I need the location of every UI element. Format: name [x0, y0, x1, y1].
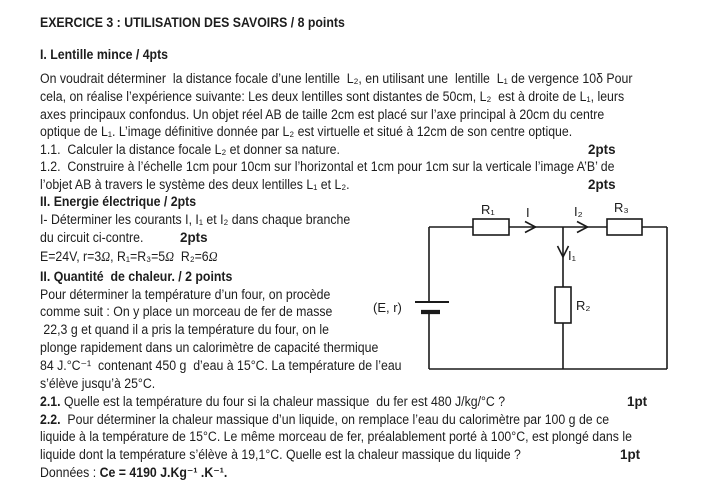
para-circuit-line-2 [40, 230, 208, 245]
text-segment: Ω [101, 249, 111, 264]
para-heat-line-6 [40, 376, 165, 391]
text-segment: axes principaux confondus. Un objet réel AB de taille 2cm est placé sur l’axe principal à 20cm du centre [40, 106, 605, 122]
text-segment: I. Lentille mince / 4pts [40, 47, 169, 62]
points-marker: 2pts [588, 141, 616, 157]
question-1-2-line-2 [40, 176, 616, 192]
text-segment: Pour déterminer la température d’un four, on procède [40, 286, 331, 302]
current-i1-label: I₁ [568, 248, 576, 263]
para-lens-line-4 [40, 124, 618, 139]
text-segment: 22,3 g et quand il a pris la température du four, on le [40, 321, 330, 337]
text-segment: Quelle est la température du four si la chaleur massique du fer est 480 J/kg/°C ? [60, 394, 506, 409]
data-given [40, 465, 244, 480]
text-segment: du circuit ci-contre. [40, 230, 144, 245]
resistor-r1 [473, 219, 509, 235]
text-segment: optique de L₁. L’image définitive donnée par L₂ est virtuelle et situé à 12cm de son centre optique. [40, 124, 573, 139]
text-segment: liquide dont la température s’élève à 19,1°C. Quelle est la chaleur massique du liquide ? [40, 446, 521, 462]
text-segment: 1.1. Calculer la distance focale L₂ et donner sa nature. [40, 141, 340, 157]
section-1-heading [40, 47, 179, 62]
para-lens-line-1 [40, 71, 684, 86]
text-segment: 2.2. [40, 411, 61, 427]
question-1-1 [40, 141, 616, 157]
text-segment: 1.2. Construire à l’échelle 1cm pour 10cm sur l’horizontal et 1cm pour 1cm sur la verticale l’image A’B’ de [40, 159, 615, 174]
question-2-2-line-3 [40, 446, 641, 462]
resistor-r3 [607, 219, 642, 235]
text-segment: I- Déterminer les courants I, I₁ et I₂ dans chaque branche [40, 212, 351, 227]
resistor-r2 [555, 287, 571, 323]
text-segment: Données : [40, 464, 100, 480]
circuit-values [40, 249, 233, 264]
circuit-diagram [370, 195, 680, 390]
text-segment: E=24V, r=3 [40, 249, 102, 264]
points-marker: 1pt [620, 446, 641, 462]
text-segment: 84 J.°C⁻¹ contenant 450 g d’eau à 15°C. La température de l’eau [40, 357, 402, 373]
text-segment: plonge rapidement dans un calorimètre de capacité thermique [40, 340, 379, 355]
text-segment: comme suit : On y place un morceau de fer de masse [40, 304, 333, 319]
question-2-2-line-2 [40, 429, 683, 444]
para-heat-line-3 [40, 322, 354, 337]
exercise-title [40, 15, 371, 30]
points-marker: 2pts [180, 230, 208, 245]
text-segment: R₂=6 [174, 249, 209, 264]
para-heat-line-4 [40, 340, 408, 355]
text-segment: , R₁=R₃=5 [110, 249, 166, 264]
points-marker: 2pts [588, 176, 616, 192]
text-segment: Pour déterminer la chaleur massique d’un liquide, on remplace l’eau du calorimètre par 100 g de ce [60, 411, 610, 427]
resistor-r1-label: R₁ [481, 202, 495, 217]
text-segment: Ce = 4190 J.Kg⁻¹ .K⁻¹. [99, 464, 228, 480]
current-i2-label: I₂ [574, 204, 583, 219]
resistor-r2-label: R₂ [576, 298, 591, 313]
points-marker: 1pt [627, 394, 648, 409]
para-circuit-line-1 [40, 212, 377, 227]
text-segment: 2.1. [40, 394, 61, 409]
battery-label: (E, r) [373, 300, 402, 315]
para-lens-line-2 [40, 89, 675, 104]
question-2-2-line-1 [40, 412, 659, 427]
section-3-heading [40, 269, 249, 284]
text-segment: EXERCICE 3 : UTILISATION DES SAVOIRS / 8 points [40, 15, 345, 30]
question-2-1 [40, 394, 648, 409]
section-2-heading [40, 194, 210, 209]
question-1-2-line-1 [40, 159, 664, 174]
text-segment: II. Quantité de chaleur. / 2 points [40, 268, 233, 284]
para-heat-line-1 [40, 287, 356, 302]
text-segment: Ω [165, 249, 175, 264]
text-segment: l’objet AB à travers le système des deux lentilles L₁ et L₂. [40, 176, 350, 192]
text-segment: On voudrait déterminer la distance focale d’une lentille L₂, en utilisant une lentille L₁ de vergence 10δ Pour [40, 71, 633, 86]
current-i-label: I [526, 205, 530, 220]
para-lens-line-3 [40, 107, 653, 122]
text-segment: Ω [208, 249, 218, 264]
text-segment: cela, on réalise l’expérience suivante: Les deux lentilles sont distantes de 50cm, L₂ est à droite de L₁, leurs [40, 89, 625, 104]
text-segment: s’élève jusqu’à 25°C. [40, 375, 156, 391]
para-heat-line-2 [40, 304, 358, 319]
text-segment: II. Energie électrique / 2pts [40, 194, 197, 209]
resistor-r3-label: R₃ [614, 200, 629, 215]
text-segment: liquide à la température de 15°C. Le même morceau de fer, préalablement porté à 100°C, est plongé dans le [40, 429, 632, 444]
